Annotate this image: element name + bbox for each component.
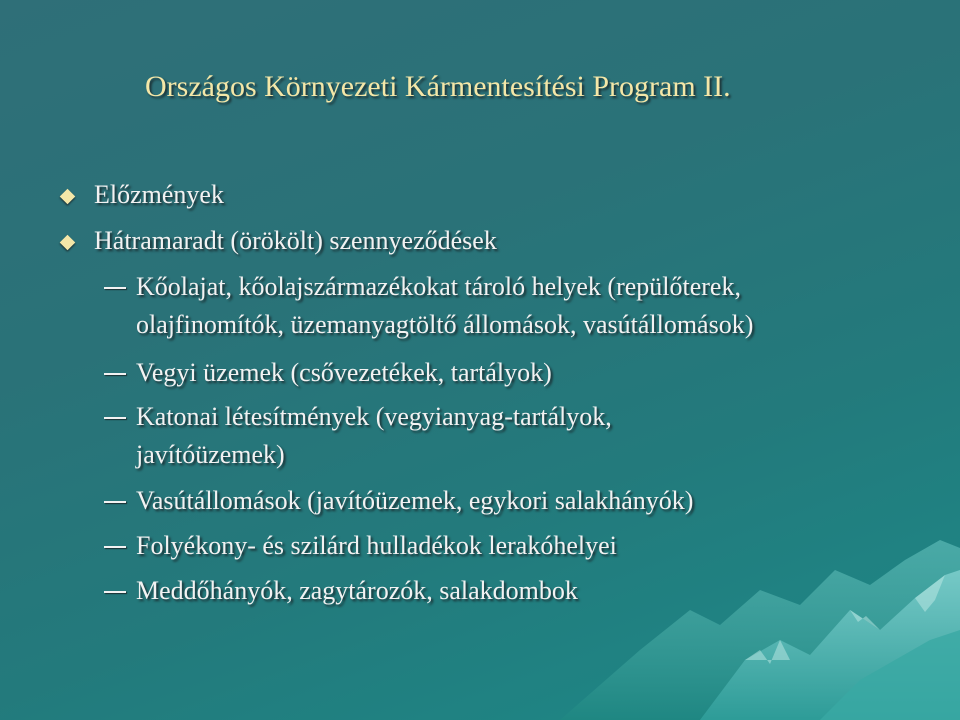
- slide-title: Országos Környezeti Kármentesítési Program II.: [145, 70, 731, 103]
- bullet-label: Hátramaradt (örökölt) szennyeződések: [94, 226, 497, 255]
- sub-item-line: javítóüzemek): [136, 440, 285, 469]
- sub-item-line: Folyékony- és szilárd hulladékok lerakóhelyei: [136, 531, 617, 560]
- sub-item-line: Vegyi üzemek (csővezetékek, tartályok): [136, 358, 552, 387]
- diamond-bullet-icon: [60, 235, 76, 251]
- sub-item-line: Meddőhányók, zagytározók, salakdombok: [136, 576, 578, 605]
- sub-item-line: Kőolajat, kőolajszármazékokat tároló helyek (repülőterek,: [136, 272, 741, 301]
- sub-item-line: olajfinomítók, üzemanyagtöltő állomások, vasútállomások): [136, 310, 754, 339]
- sub-item-line: Vasútállomások (javítóüzemek, egykori salakhányók): [136, 486, 694, 515]
- bullet-label: Előzmények: [94, 180, 224, 209]
- diamond-bullet-icon: [60, 189, 76, 205]
- sub-item-line: Katonai létesítmények (vegyianyag-tartályok,: [136, 402, 612, 431]
